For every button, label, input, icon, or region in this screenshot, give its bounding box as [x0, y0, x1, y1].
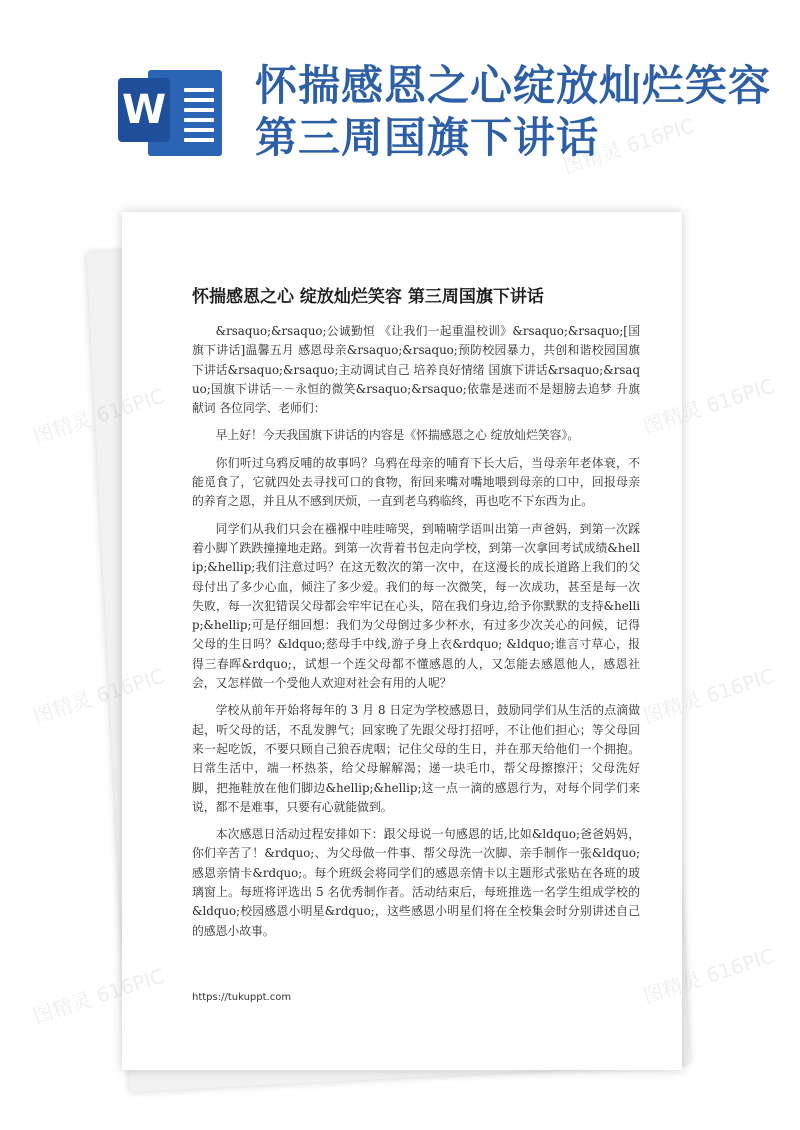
paragraph: 本次感恩日活动过程安排如下：跟父母说一句感恩的话,比如&ldquo;爸爸妈妈，你们辛苦了！&rdquo;、为父母做一件事、帮父母洗一次脚、亲手制作一张&ldquo;感恩亲情卡&rdquo;。每个班级会将同学们的感恩亲情卡以主题形式张贴在各班的玻璃窗上。每班将评选出 5 名优秀制作者。活动结束后，每班推选一名学生组成学校的&ldquo;校园感恩小明星&rdquo;，这些感恩小明星们将在全校集会时分别讲述自己的感恩小故事。	[192, 827, 640, 938]
footer-url: https://tukuppt.com	[192, 992, 292, 1003]
header	[0, 0, 800, 200]
paragraph: 同学们从我们只会在襁褓中哇哇啼哭，到喃喃学语叫出第一声爸妈，到第一次踩着小脚丫跌跌撞撞地走路。到第一次背着书包走向学校，到第一次拿回考试成绩&hellip;&hellip;我们注意过吗？在这无数次的第一次中，在这漫长的成长道路上我们的父母付出了多少心血，倾注了多少爱。我们的每一次微笑，每一次成功，甚至是每一次失败，每一次犯错误父母都会牢牢记在心头，陪在我们身边,给予你默默的支持&hellip;&hellip;可是仔细回想：我们为父母倒过多少杯水，有过多少次关心的问候，记得父母的生日吗？&ldquo;慈母手中线,游子身上衣&rdquo; &ldquo;谁言寸草心，报得三春晖&rdquo;，试想一个连父母都不懂感恩的人，又怎能去感恩他人，感恩社会，又怎样做一个受他人欢迎对社会有用的人呢？	[192, 521, 640, 691]
watermark: 图精灵 616PIC	[640, 943, 778, 1009]
watermark: 图精灵 616PIC	[30, 963, 168, 1029]
watermark: 图精灵 616PIC	[640, 663, 778, 729]
paragraph: 早上好！今天我国旗下讲话的内容是《怀揣感恩之心 绽放灿烂笑容》。	[215, 428, 580, 443]
document-page	[122, 212, 682, 1070]
document-title: 怀揣感恩之心 绽放灿烂笑容 第三周国旗下讲话	[192, 287, 544, 307]
paragraph: 你们听过乌鸦反哺的故事吗？乌鸦在母亲的哺育下长大后，当母亲年老体衰，不能觅食了，它就四处去寻找可口的食物，衔回来嘴对嘴地喂到母亲的口中，回报母亲的养育之恩，并且从不感到厌烦，一直到老乌鸦临终，再也吃不下东西为止。	[192, 455, 640, 509]
word-badge: W	[118, 78, 170, 142]
paragraph: 学校从前年开始将每年的 3 月 8 日定为学校感恩日，鼓励同学们从生活的点滴做起，听父母的话，不乱发脾气；回家晚了先跟父母打招呼，不让他们担心；等父母回来一起吃饭，不要只顾自己狼吞虎咽；记住父母的生日，并在那天给他们一个拥抱。日常生活中，端一杯热茶，给父母解解渴；递一块毛巾，帮父母擦擦汗；父母洗好脚，把拖鞋放在他们脚边&hellip;&hellip;这一点一滴的感恩行为，对每个同学们来说，都不是难事，只要有心就能做到。	[192, 703, 640, 814]
page-title: 怀揣感恩之心绽放灿烂笑容第三周国旗下讲话	[255, 61, 772, 162]
watermark: 图精灵 616PIC	[30, 663, 168, 729]
paragraph: &rsaquo;&rsaquo;公诚勤恒 《让我们一起重温校训》&rsaquo;&rsaquo;[国旗下讲话]温馨五月 感恩母亲&rsaquo;&rsaquo;预防校园暴力，共创和谐校园国旗下讲话&rsaquo;&rsaquo;主动调试自己 培养良好情绪 国旗下讲话&rsaquo;&rsaquo;国旗下讲话－－永恒的微笑&rsaquo;&rsaquo;依靠是迷而不是翅膀去追梦 升旗献词 各位同学、老师们：	[192, 324, 640, 416]
watermark: 图精灵 616PIC	[560, 113, 698, 179]
word-document-icon	[118, 68, 222, 158]
document-body	[192, 322, 640, 949]
watermark: 图精灵 616PIC	[640, 373, 778, 439]
watermark: 图精灵	[30, 407, 95, 449]
